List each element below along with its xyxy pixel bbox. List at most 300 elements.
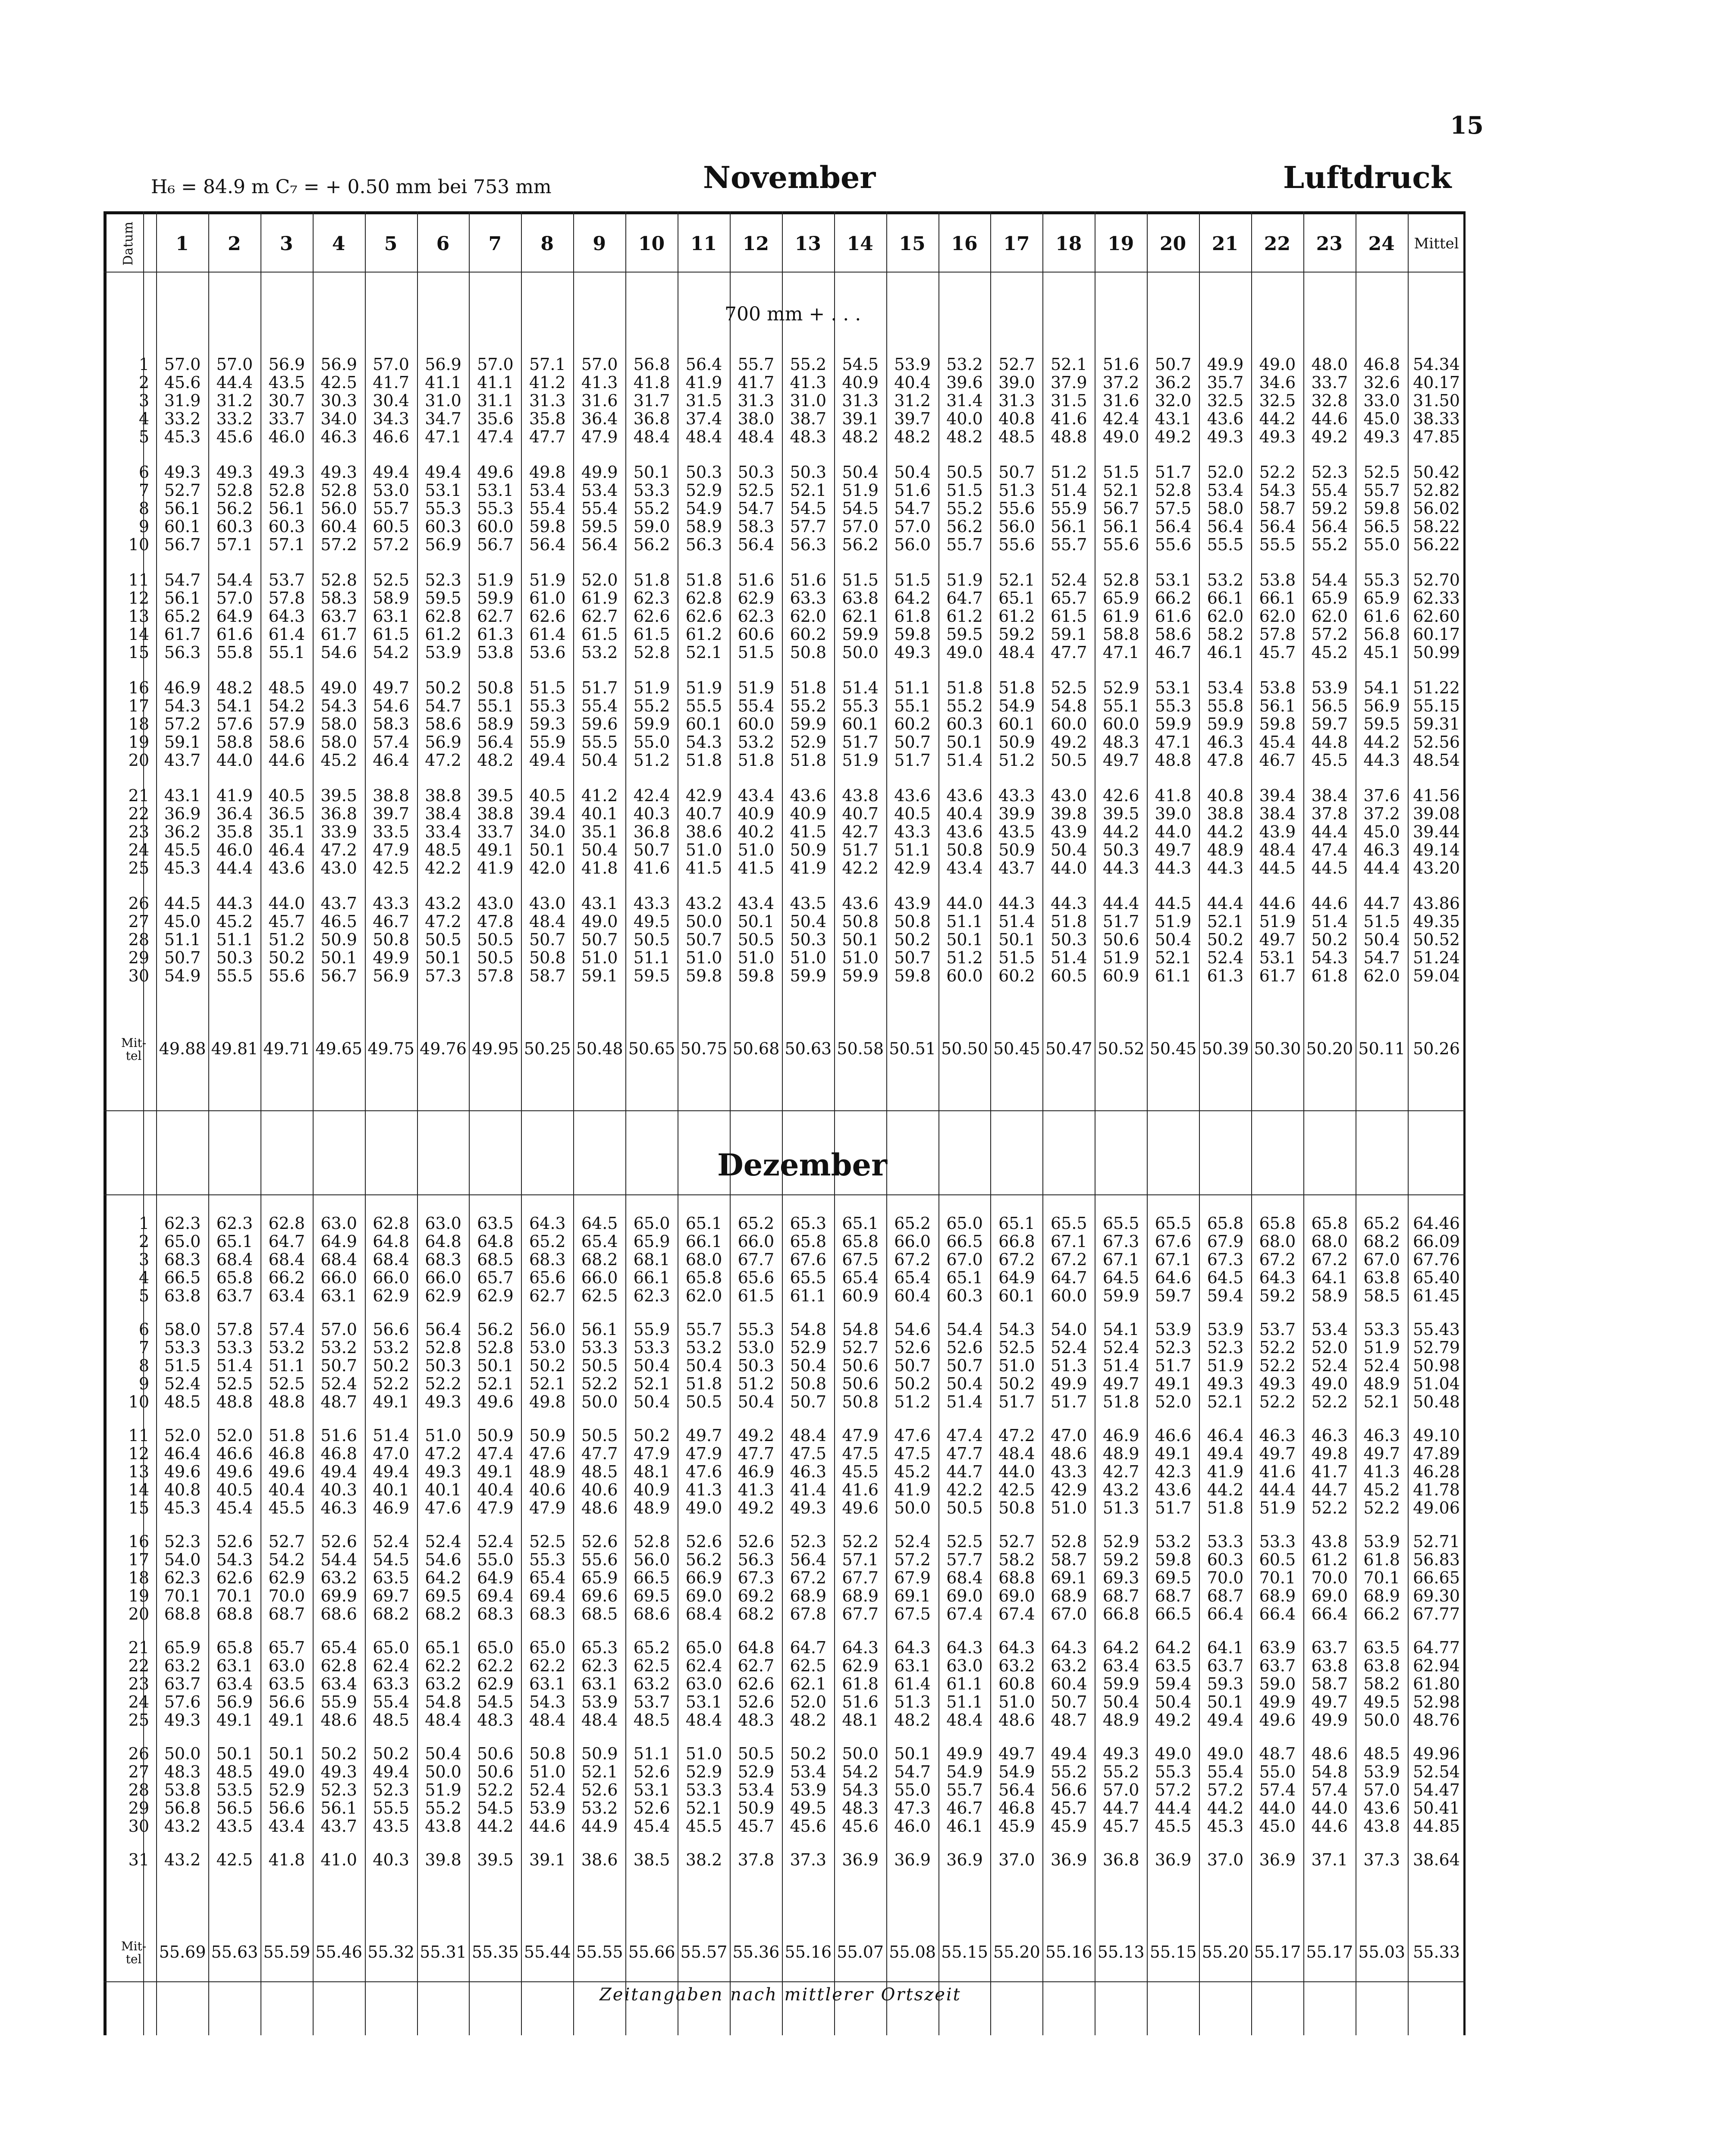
pressure-value: 64.3 (1259, 1268, 1296, 1287)
pressure-value: 58.3 (320, 589, 357, 608)
pressure-value: 44.5 (1259, 859, 1296, 877)
november-end-rule (104, 1110, 1466, 1111)
pressure-value: 62.5 (790, 1656, 827, 1675)
pressure-value: 51.6 (738, 570, 775, 589)
pressure-value: 50.0 (164, 1744, 201, 1763)
pressure-value: 48.7 (1050, 1711, 1087, 1730)
pressure-value: 65.4 (320, 1638, 357, 1657)
pressure-value: 50.1 (425, 948, 461, 967)
pressure-value: 60.0 (1050, 714, 1087, 733)
pressure-value: 56.1 (164, 499, 201, 518)
pressure-value: 62.6 (738, 1674, 775, 1693)
pressure-value: 68.0 (1259, 1232, 1296, 1251)
pressure-value: 51.9 (1207, 1356, 1244, 1375)
pressure-value: 66.0 (738, 1232, 775, 1251)
pressure-value: 67.2 (998, 1250, 1035, 1269)
pressure-value: 63.8 (1363, 1656, 1400, 1675)
pressure-value: 51.8 (1050, 912, 1087, 931)
pressure-value: 52.4 (164, 1374, 201, 1393)
day-number: 23 (128, 822, 149, 841)
pressure-value: 55.2 (790, 355, 827, 374)
mean-row-label: Mit- tel (121, 1939, 147, 1966)
pressure-value: 43.3 (1050, 1462, 1087, 1481)
pressure-value: 60.0 (738, 714, 775, 733)
daily-mean: 51.24 (1413, 948, 1460, 967)
pressure-value: 51.8 (1207, 1498, 1244, 1517)
pressure-value: 56.1 (268, 499, 305, 518)
pressure-value: 48.4 (425, 1711, 461, 1730)
pressure-value: 57.2 (894, 1550, 931, 1569)
pressure-value: 51.7 (1155, 1356, 1192, 1375)
pressure-value: 61.4 (268, 625, 305, 644)
pressure-value: 47.5 (894, 1444, 931, 1463)
pressure-value: 38.4 (1311, 786, 1348, 805)
pressure-value: 52.9 (790, 733, 827, 752)
pressure-value: 44.0 (1050, 859, 1087, 877)
pressure-value: 56.8 (164, 1799, 201, 1818)
pressure-value: 46.7 (373, 912, 409, 931)
pressure-value: 59.8 (529, 517, 566, 536)
pressure-value: 50.1 (738, 912, 775, 931)
pressure-value: 35.1 (268, 822, 305, 841)
pressure-value: 51.5 (738, 643, 775, 662)
pressure-value: 65.0 (373, 1638, 409, 1657)
pressure-value: 67.3 (1207, 1250, 1244, 1269)
pressure-value: 57.4 (373, 733, 409, 752)
pressure-value: 53.2 (320, 1338, 357, 1357)
pressure-value: 43.6 (790, 786, 827, 805)
pressure-value: 51.9 (529, 570, 566, 589)
pressure-value: 48.4 (529, 1711, 566, 1730)
pressure-value: 54.7 (894, 499, 931, 518)
pressure-value: 35.7 (1207, 373, 1244, 392)
pressure-value: 51.8 (1102, 1392, 1139, 1411)
pressure-value: 67.8 (790, 1604, 827, 1623)
pressure-value: 37.6 (1363, 786, 1400, 805)
month-title-november: November (703, 160, 876, 195)
pressure-value: 57.4 (268, 1320, 305, 1339)
hourly-mean: 50.50 (941, 1039, 988, 1058)
pressure-value: 68.9 (1363, 1586, 1400, 1605)
pressure-value: 50.8 (529, 1744, 566, 1763)
pressure-value: 53.4 (1207, 481, 1244, 500)
unit-label: 700 mm + . . . (725, 303, 861, 325)
hourly-mean: 55.20 (993, 1943, 1040, 1962)
pressure-value: 50.3 (738, 463, 775, 482)
pressure-value: 65.8 (216, 1638, 253, 1657)
pressure-value: 66.9 (685, 1568, 722, 1587)
pressure-value: 50.4 (581, 751, 618, 770)
pressure-value: 62.8 (320, 1656, 357, 1675)
pressure-value: 66.5 (946, 1232, 983, 1251)
pressure-value: 59.3 (529, 714, 566, 733)
pressure-value: 63.5 (373, 1568, 409, 1587)
pressure-value: 40.4 (946, 804, 983, 823)
table-row (0, 1850, 1720, 1869)
pressure-value: 66.0 (425, 1268, 461, 1287)
pressure-value: 65.4 (581, 1232, 618, 1251)
pressure-value: 70.0 (1207, 1568, 1244, 1587)
pressure-value: 63.4 (268, 1286, 305, 1305)
pressure-value: 49.4 (373, 1762, 409, 1781)
table-row (0, 696, 1720, 715)
pressure-value: 47.8 (477, 912, 514, 931)
pressure-value: 41.3 (738, 1480, 775, 1499)
page-number: 15 (1450, 111, 1484, 140)
pressure-value: 67.2 (894, 1250, 931, 1269)
pressure-value: 44.4 (216, 859, 253, 877)
month-title-dezember: Dezember (717, 1147, 887, 1183)
pressure-value: 67.3 (738, 1568, 775, 1587)
pressure-value: 56.2 (477, 1320, 514, 1339)
pressure-value: 65.1 (998, 1214, 1035, 1233)
day-number: 6 (138, 463, 149, 482)
daily-mean: 52.98 (1413, 1692, 1460, 1711)
pressure-value: 44.4 (1155, 1799, 1192, 1818)
pressure-value: 49.6 (268, 1462, 305, 1481)
pressure-value: 61.5 (738, 1286, 775, 1305)
pressure-value: 44.6 (1259, 894, 1296, 913)
pressure-value: 67.0 (946, 1250, 983, 1269)
pressure-value: 64.5 (581, 1214, 618, 1233)
pressure-value: 49.8 (1311, 1444, 1348, 1463)
pressure-value: 50.2 (373, 1356, 409, 1375)
pressure-value: 61.3 (1207, 966, 1244, 985)
pressure-value: 54.7 (1363, 948, 1400, 967)
pressure-value: 52.8 (268, 481, 305, 500)
pressure-value: 52.4 (1363, 1356, 1400, 1375)
pressure-value: 70.1 (216, 1586, 253, 1605)
pressure-value: 59.2 (1311, 499, 1348, 518)
pressure-value: 45.7 (1259, 643, 1296, 662)
pressure-value: 57.9 (268, 714, 305, 733)
pressure-value: 63.8 (1363, 1268, 1400, 1287)
pressure-value: 44.2 (1207, 1480, 1244, 1499)
pressure-value: 57.7 (946, 1550, 983, 1569)
day-number: 27 (128, 1762, 149, 1781)
pressure-value: 67.1 (1102, 1250, 1139, 1269)
pressure-value: 45.0 (1363, 822, 1400, 841)
daily-mean: 66.65 (1413, 1568, 1460, 1587)
pressure-value: 49.7 (373, 678, 409, 697)
pressure-value: 31.6 (1102, 391, 1139, 410)
pressure-value: 50.2 (633, 1426, 670, 1445)
pressure-value: 54.2 (842, 1762, 879, 1781)
pressure-value: 48.9 (1102, 1711, 1139, 1730)
day-number: 25 (128, 859, 149, 877)
pressure-value: 49.4 (1050, 1744, 1087, 1763)
daily-mean: 62.60 (1413, 607, 1460, 626)
pressure-value: 67.4 (998, 1604, 1035, 1623)
pressure-value: 66.2 (1363, 1604, 1400, 1623)
pressure-value: 56.5 (216, 1799, 253, 1818)
pressure-value: 33.9 (320, 822, 357, 841)
pressure-value: 66.5 (633, 1568, 670, 1587)
pressure-value: 69.4 (529, 1586, 566, 1605)
pressure-value: 52.5 (1050, 678, 1087, 697)
pressure-value: 56.6 (268, 1799, 305, 1818)
pressure-value: 54.1 (1102, 1320, 1139, 1339)
pressure-value: 43.2 (425, 894, 461, 913)
pressure-value: 60.9 (1102, 966, 1139, 985)
pressure-value: 54.1 (1363, 678, 1400, 697)
pressure-value: 45.7 (1050, 1799, 1087, 1818)
pressure-value: 43.7 (164, 751, 201, 770)
pressure-value: 47.7 (1050, 643, 1087, 662)
pressure-value: 60.3 (946, 714, 983, 733)
pressure-value: 46.3 (1207, 733, 1244, 752)
table-row (0, 1338, 1720, 1357)
pressure-value: 52.1 (1363, 1392, 1400, 1411)
daily-mean: 50.98 (1413, 1356, 1460, 1375)
pressure-value: 55.7 (738, 355, 775, 374)
pressure-value: 58.7 (529, 966, 566, 985)
pressure-value: 38.4 (425, 804, 461, 823)
pressure-value: 56.4 (998, 1780, 1035, 1799)
pressure-value: 52.2 (581, 1374, 618, 1393)
daily-mean: 67.76 (1413, 1250, 1460, 1269)
pressure-value: 55.1 (477, 696, 514, 715)
pressure-value: 41.3 (1363, 1462, 1400, 1481)
hour-header-8: 8 (540, 232, 554, 255)
pressure-value: 56.1 (1259, 696, 1296, 715)
pressure-value: 41.6 (842, 1480, 879, 1499)
pressure-value: 40.6 (529, 1480, 566, 1499)
pressure-value: 67.9 (1207, 1232, 1244, 1251)
pressure-value: 55.8 (216, 643, 253, 662)
pressure-value: 42.3 (1155, 1462, 1192, 1481)
pressure-value: 34.6 (1259, 373, 1296, 392)
table-row (0, 840, 1720, 859)
pressure-value: 68.4 (685, 1604, 722, 1623)
pressure-value: 64.8 (425, 1232, 461, 1251)
pressure-value: 55.0 (633, 733, 670, 752)
pressure-value: 65.8 (1311, 1214, 1348, 1233)
pressure-value: 52.9 (268, 1780, 305, 1799)
pressure-value: 31.0 (790, 391, 827, 410)
hour-header-20: 20 (1159, 232, 1186, 255)
pressure-value: 47.2 (320, 840, 357, 859)
hourly-mean: 50.75 (680, 1039, 728, 1058)
pressure-value: 48.5 (1363, 1744, 1400, 1763)
daily-mean: 48.76 (1413, 1711, 1460, 1730)
pressure-value: 50.4 (842, 463, 879, 482)
pressure-value: 45.7 (738, 1817, 775, 1836)
pressure-value: 55.2 (1050, 1762, 1087, 1781)
daily-mean: 56.83 (1413, 1550, 1460, 1569)
pressure-value: 41.6 (633, 859, 670, 877)
pressure-value: 31.3 (738, 391, 775, 410)
hour-header-1: 1 (176, 232, 189, 255)
pressure-value: 68.6 (320, 1604, 357, 1623)
pressure-value: 48.4 (685, 427, 722, 446)
pressure-value: 40.3 (633, 804, 670, 823)
daily-mean: 56.22 (1413, 535, 1460, 554)
pressure-value: 39.8 (425, 1850, 461, 1869)
pressure-value: 44.2 (1363, 733, 1400, 752)
pressure-value: 49.7 (1259, 1444, 1296, 1463)
daily-mean: 50.48 (1413, 1392, 1460, 1411)
pressure-value: 48.2 (946, 427, 983, 446)
day-number: 9 (138, 1374, 149, 1393)
pressure-value: 37.3 (790, 1850, 827, 1869)
pressure-value: 54.7 (164, 570, 201, 589)
pressure-value: 56.0 (633, 1550, 670, 1569)
pressure-value: 34.7 (425, 409, 461, 428)
pressure-value: 50.3 (216, 948, 253, 967)
pressure-value: 65.0 (633, 1214, 670, 1233)
hour-header-23: 23 (1316, 232, 1343, 255)
pressure-value: 51.5 (1363, 912, 1400, 931)
pressure-value: 52.5 (738, 481, 775, 500)
pressure-value: 45.3 (1207, 1817, 1244, 1836)
pressure-value: 44.0 (1311, 1799, 1348, 1818)
pressure-value: 56.4 (1207, 517, 1244, 536)
pressure-value: 51.6 (1102, 355, 1139, 374)
pressure-value: 48.8 (268, 1392, 305, 1411)
daily-mean: 52.79 (1413, 1338, 1460, 1357)
pressure-value: 59.9 (842, 625, 879, 644)
pressure-value: 51.8 (946, 678, 983, 697)
pressure-value: 44.7 (1363, 894, 1400, 913)
pressure-value: 61.8 (842, 1674, 879, 1693)
pressure-value: 56.3 (790, 535, 827, 554)
pressure-value: 55.7 (946, 1780, 983, 1799)
table-row (0, 786, 1720, 805)
pressure-value: 52.1 (477, 1374, 514, 1393)
pressure-value: 48.4 (790, 1426, 827, 1445)
pressure-value: 40.8 (1207, 786, 1244, 805)
pressure-value: 56.4 (738, 535, 775, 554)
pressure-value: 52.6 (633, 1799, 670, 1818)
pressure-value: 63.0 (946, 1656, 983, 1675)
pressure-value: 55.6 (998, 499, 1035, 518)
pressure-value: 59.9 (1102, 1674, 1139, 1693)
pressure-value: 56.0 (894, 535, 931, 554)
pressure-value: 52.6 (894, 1338, 931, 1357)
pressure-value: 52.6 (320, 1532, 357, 1551)
pressure-value: 52.6 (738, 1532, 775, 1551)
pressure-value: 43.2 (164, 1817, 201, 1836)
pressure-value: 50.7 (1050, 1692, 1087, 1711)
pressure-value: 56.7 (477, 535, 514, 554)
pressure-value: 56.5 (1311, 696, 1348, 715)
pressure-value: 32.6 (1363, 373, 1400, 392)
pressure-value: 44.7 (1311, 1480, 1348, 1499)
pressure-value: 52.9 (790, 1338, 827, 1357)
pressure-value: 53.9 (581, 1692, 618, 1711)
hourly-mean: 50.48 (576, 1039, 623, 1058)
pressure-value: 62.0 (685, 1286, 722, 1305)
daily-mean: 38.64 (1413, 1850, 1460, 1869)
pressure-value: 49.9 (1259, 1692, 1296, 1711)
pressure-value: 55.3 (477, 499, 514, 518)
pressure-value: 49.3 (216, 463, 253, 482)
pressure-value: 47.4 (477, 427, 514, 446)
pressure-value: 52.0 (1155, 1392, 1192, 1411)
pressure-value: 50.2 (268, 948, 305, 967)
daily-mean: 41.56 (1413, 786, 1460, 805)
pressure-value: 62.0 (1363, 966, 1400, 985)
pressure-value: 40.4 (477, 1480, 514, 1499)
pressure-value: 66.1 (1259, 589, 1296, 608)
pressure-value: 67.7 (842, 1604, 879, 1623)
pressure-value: 51.9 (633, 678, 670, 697)
pressure-value: 53.9 (1311, 678, 1348, 697)
pressure-value: 46.3 (790, 1462, 827, 1481)
day-number: 6 (138, 1320, 149, 1339)
pressure-value: 50.1 (894, 1744, 931, 1763)
pressure-value: 41.5 (738, 859, 775, 877)
pressure-value: 35.6 (477, 409, 514, 428)
daily-mean: 43.20 (1413, 859, 1460, 877)
pressure-value: 42.5 (216, 1850, 253, 1869)
pressure-value: 68.2 (581, 1250, 618, 1269)
pressure-value: 49.9 (581, 463, 618, 482)
pressure-value: 50.4 (1155, 930, 1192, 949)
pressure-value: 64.1 (1311, 1268, 1348, 1287)
hourly-mean: 55.32 (367, 1943, 414, 1962)
pressure-value: 57.1 (216, 535, 253, 554)
hourly-mean: 55.59 (263, 1943, 311, 1962)
pressure-value: 50.7 (894, 948, 931, 967)
pressure-value: 47.9 (842, 1426, 879, 1445)
hour-header-22: 22 (1264, 232, 1290, 255)
pressure-value: 30.3 (320, 391, 357, 410)
pressure-value: 62.9 (425, 1286, 461, 1305)
pressure-value: 57.6 (216, 714, 253, 733)
pressure-value: 62.3 (164, 1214, 201, 1233)
pressure-value: 49.2 (1155, 427, 1192, 446)
pressure-value: 55.4 (581, 499, 618, 518)
pressure-value: 59.8 (685, 966, 722, 985)
pressure-value: 52.6 (581, 1532, 618, 1551)
pressure-value: 46.0 (216, 840, 253, 859)
hourly-mean: 55.16 (785, 1943, 832, 1962)
pressure-value: 55.5 (1207, 535, 1244, 554)
pressure-value: 62.6 (685, 607, 722, 626)
pressure-value: 64.2 (894, 589, 931, 608)
day-number: 18 (128, 1568, 149, 1587)
pressure-value: 36.4 (581, 409, 618, 428)
pressure-value: 51.9 (842, 751, 879, 770)
pressure-value: 65.0 (477, 1638, 514, 1657)
pressure-value: 63.3 (373, 1674, 409, 1693)
pressure-value: 56.8 (633, 355, 670, 374)
pressure-value: 30.4 (373, 391, 409, 410)
pressure-value: 54.3 (998, 1320, 1035, 1339)
pressure-value: 52.8 (320, 481, 357, 500)
pressure-value: 52.0 (164, 1426, 201, 1445)
pressure-value: 67.7 (842, 1568, 879, 1587)
pressure-value: 49.8 (529, 463, 566, 482)
pressure-value: 52.1 (581, 1762, 618, 1781)
pressure-value: 47.7 (529, 427, 566, 446)
pressure-value: 40.7 (842, 804, 879, 823)
pressure-value: 43.6 (894, 786, 931, 805)
pressure-value: 44.5 (1155, 894, 1192, 913)
pressure-value: 49.3 (1102, 1744, 1139, 1763)
pressure-value: 65.8 (1259, 1214, 1296, 1233)
pressure-value: 49.0 (1155, 1744, 1192, 1763)
pressure-value: 49.0 (946, 643, 983, 662)
day-number: 24 (128, 840, 149, 859)
pressure-value: 41.6 (1050, 409, 1087, 428)
pressure-value: 54.3 (685, 733, 722, 752)
day-number: 9 (138, 517, 149, 536)
day-number: 20 (128, 751, 149, 770)
pressure-value: 51.7 (1102, 912, 1139, 931)
